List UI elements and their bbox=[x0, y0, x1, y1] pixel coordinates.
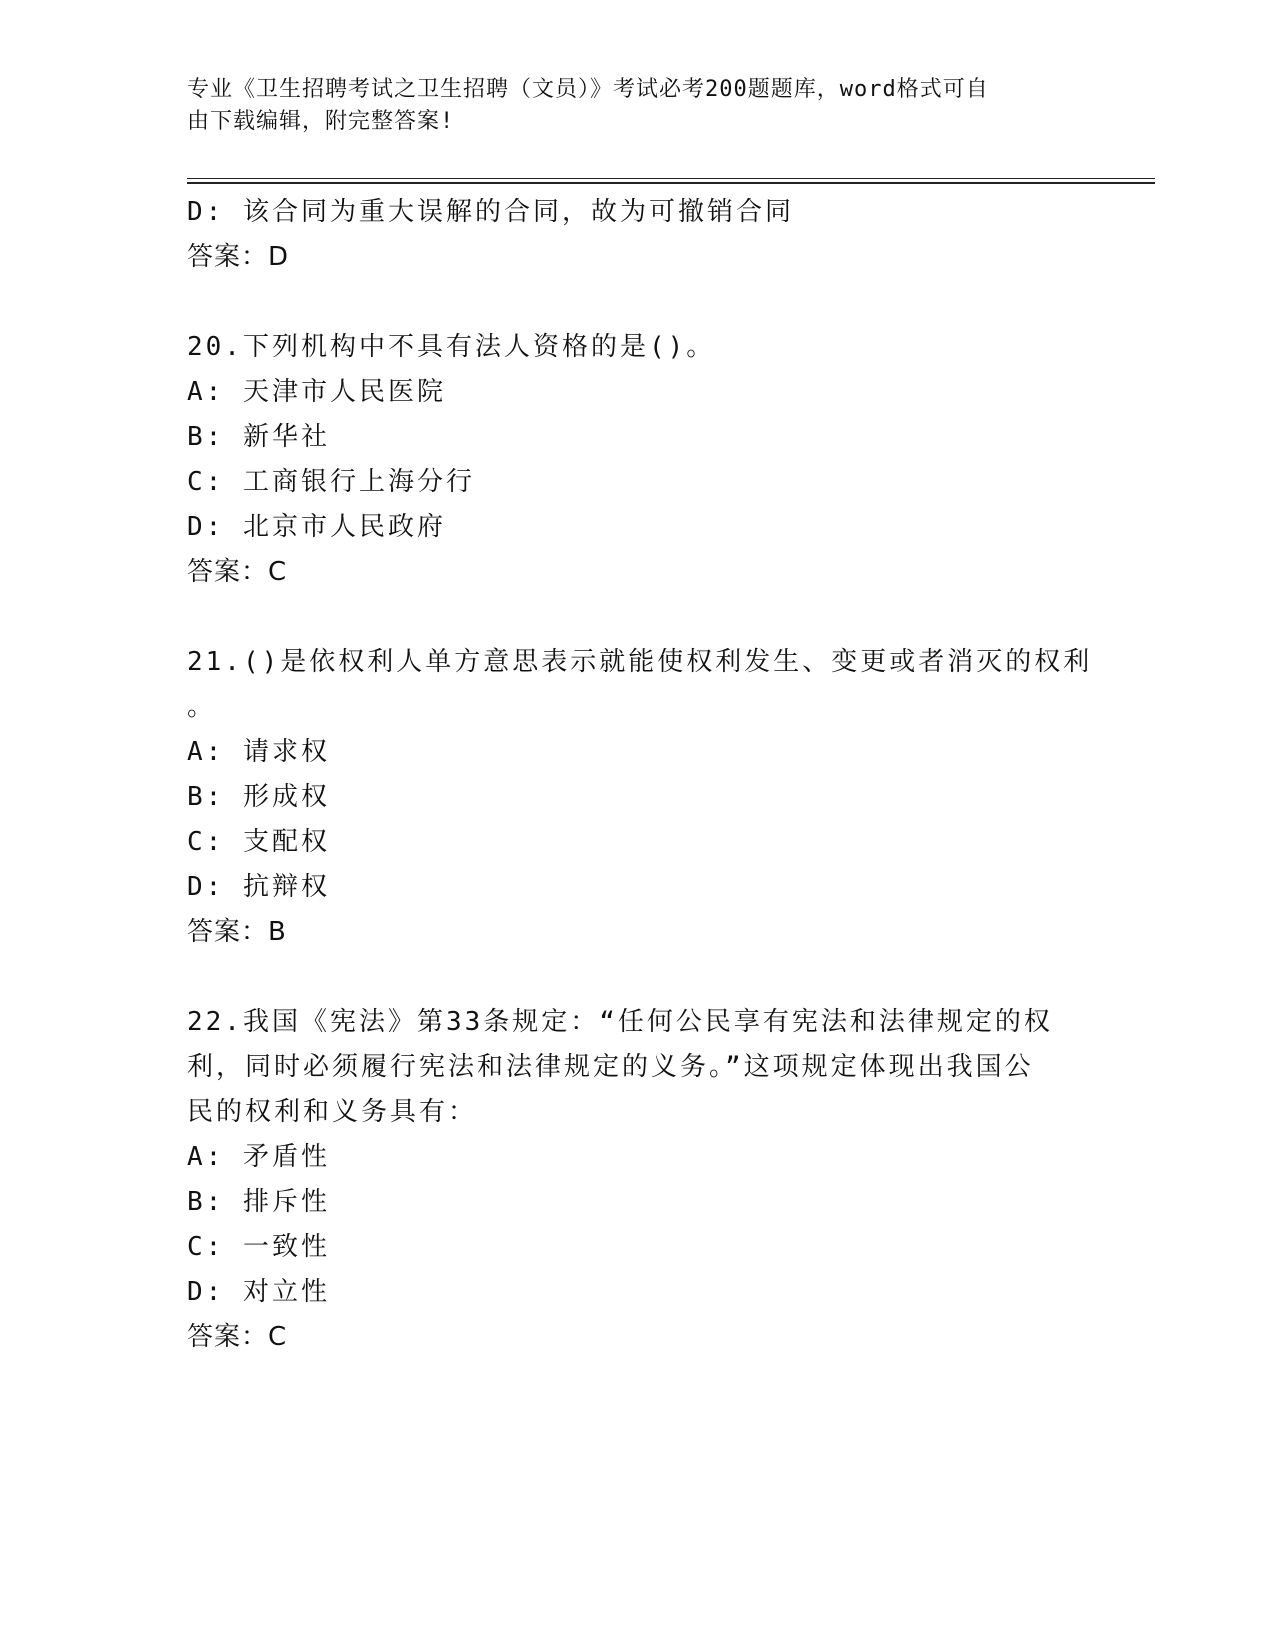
option-d: D: 对立性 bbox=[187, 1277, 330, 1307]
previous-question-tail bbox=[187, 190, 1067, 280]
option-d: D: 北京市人民政府 bbox=[187, 512, 446, 542]
question-list bbox=[187, 190, 1093, 1360]
header-rule-thick bbox=[187, 182, 1155, 184]
option-a: A: 天津市人民医院 bbox=[187, 377, 446, 407]
document-header bbox=[187, 74, 1067, 138]
answer-label: 答案：C bbox=[187, 557, 288, 587]
spacer bbox=[187, 595, 1067, 640]
question-stem-line-1: 21.()是依权利人单方意思表示就能使权利发生、变更或者消灭的权利 bbox=[187, 647, 1093, 677]
option-d: D: 该合同为重大误解的合同，故为可撤销合同 bbox=[187, 197, 794, 227]
answer-label: 答案：D bbox=[187, 242, 290, 272]
option-a: A: 矛盾性 bbox=[187, 1142, 330, 1172]
question-22 bbox=[187, 1000, 1067, 1360]
question-stem-line-2: 利，同时必须履行宪法和法律规定的义务。”这项规定体现出我国公 bbox=[187, 1052, 1034, 1082]
option-a: A: 请求权 bbox=[187, 737, 330, 767]
option-d: D: 抗辩权 bbox=[187, 872, 330, 902]
answer-label: 答案：C bbox=[187, 1322, 288, 1352]
option-c: C: 支配权 bbox=[187, 827, 330, 857]
option-b: B: 形成权 bbox=[187, 782, 330, 812]
question-stem: 20.下列机构中不具有法人资格的是()。 bbox=[187, 332, 716, 362]
header-line-2: 由下载编辑，附完整答案! bbox=[187, 109, 455, 134]
option-b: B: 新华社 bbox=[187, 422, 330, 452]
question-20 bbox=[187, 325, 1067, 595]
header-rule-thin bbox=[187, 178, 1155, 179]
header-line-1: 专业《卫生招聘考试之卫生招聘（文员）》考试必考200题题库，word格式可自 bbox=[187, 77, 989, 102]
option-c: C: 一致性 bbox=[187, 1232, 330, 1262]
spacer bbox=[187, 280, 1067, 325]
question-21 bbox=[187, 640, 1093, 955]
answer-label: 答案：B bbox=[187, 917, 287, 947]
question-stem-line-2: 。 bbox=[187, 692, 217, 722]
option-c: C: 工商银行上海分行 bbox=[187, 467, 475, 497]
question-stem-line-1: 22.我国《宪法》第33条规定：“任何公民享有宪法和法律规定的权 bbox=[187, 1007, 1053, 1037]
option-b: B: 排斥性 bbox=[187, 1187, 330, 1217]
question-stem-line-3: 民的权利和义务具有： bbox=[187, 1097, 478, 1127]
spacer bbox=[187, 955, 1067, 1000]
